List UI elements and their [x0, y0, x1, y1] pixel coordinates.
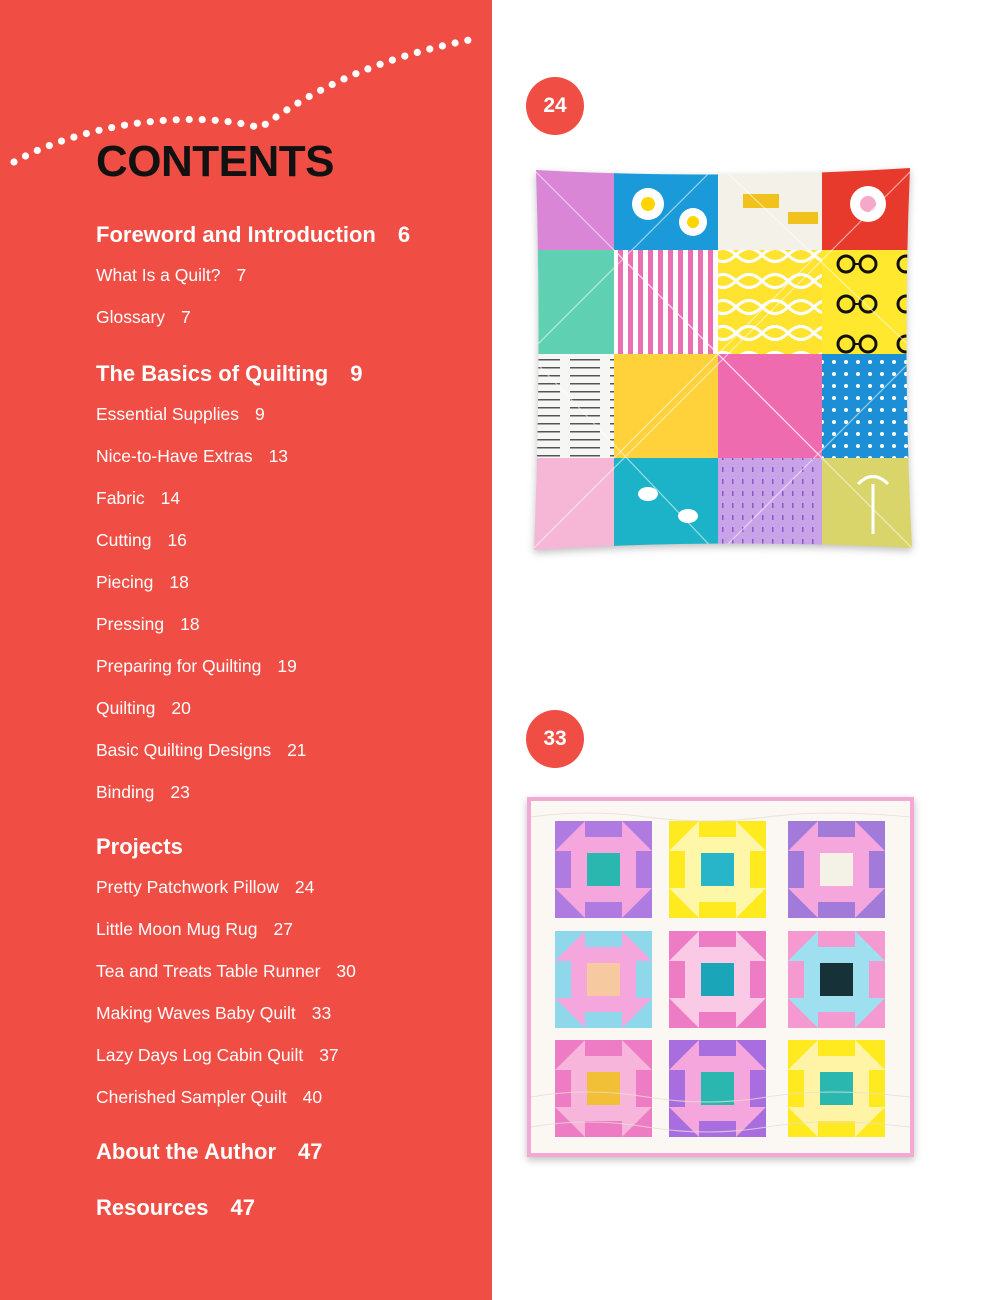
dot: [83, 130, 90, 137]
toc-item-label: Piecing: [96, 572, 154, 592]
quilt-block: [788, 821, 885, 918]
toc-item-page: 9: [255, 404, 265, 424]
toc-item[interactable]: [96, 877, 314, 898]
toc-item-label: Cutting: [96, 530, 152, 550]
toc-item-label: Cherished Sampler Quilt: [96, 1087, 287, 1107]
toc-item-page: 23: [170, 782, 190, 802]
toc-item-page: 30: [336, 961, 356, 981]
toc-item[interactable]: [96, 404, 265, 425]
toc-section-page: 47: [230, 1195, 255, 1220]
toc-item-page: 20: [171, 698, 191, 718]
toc-item-label: Pressing: [96, 614, 165, 634]
dot: [58, 138, 65, 145]
toc-item-label: Essential Supplies: [96, 404, 239, 424]
toc-item[interactable]: [96, 740, 307, 761]
toc-section[interactable]: [96, 1195, 255, 1221]
page-badge-pillow: 24: [526, 77, 584, 135]
toc-item-label: Making Waves Baby Quilt: [96, 1003, 296, 1023]
baby-quilt-photo: [527, 797, 914, 1157]
page-title: CONTENTS: [96, 137, 334, 186]
toc-item-page: 24: [294, 877, 315, 897]
quilt-block: [555, 931, 652, 1028]
page-badge-quilt: 33: [526, 710, 584, 768]
toc-item-page: 14: [160, 488, 181, 508]
dot: [34, 147, 41, 154]
toc-item-label: Basic Quilting Designs: [96, 740, 272, 760]
toc-section-label: Projects: [96, 834, 183, 859]
toc-section-page: 6: [397, 222, 411, 247]
toc-item[interactable]: [96, 265, 246, 286]
table-of-contents: [96, 0, 486, 1300]
toc-section[interactable]: [96, 834, 183, 860]
toc-item[interactable]: [96, 488, 180, 509]
quilt-block: [669, 931, 766, 1028]
toc-item[interactable]: [96, 307, 191, 328]
toc-item-label: Binding: [96, 782, 155, 802]
toc-section-page: 47: [298, 1139, 323, 1164]
toc-item-label: Pretty Patchwork Pillow: [96, 877, 279, 897]
toc-item-page: 19: [277, 656, 297, 676]
toc-item-label: Tea and Treats Table Runner: [96, 961, 321, 981]
toc-item-page: 13: [268, 446, 289, 466]
toc-item[interactable]: [96, 961, 356, 982]
toc-item-page: 7: [236, 265, 247, 285]
toc-item[interactable]: [96, 572, 189, 593]
toc-item-label: Lazy Days Log Cabin Quilt: [96, 1045, 304, 1065]
toc-item-page: 18: [180, 614, 200, 634]
dot: [46, 142, 53, 149]
quilt-block: [788, 931, 885, 1028]
toc-item-page: 16: [167, 530, 187, 550]
toc-item-label: Preparing for Quilting: [96, 656, 262, 676]
toc-item-page: 21: [287, 740, 307, 760]
toc-section-label: Resources: [96, 1195, 209, 1220]
quilt-block: [669, 821, 766, 918]
toc-section-page: 9: [350, 361, 363, 386]
toc-item[interactable]: [96, 446, 288, 467]
toc-item-page: 33: [311, 1003, 332, 1023]
toc-item-page: 18: [169, 572, 189, 592]
toc-item-page: 7: [181, 307, 191, 327]
toc-item-label: Quilting: [96, 698, 156, 718]
toc-item[interactable]: [96, 1087, 322, 1108]
dot: [70, 134, 77, 141]
toc-item[interactable]: [96, 698, 191, 719]
toc-section-label: Foreword and Introduction: [96, 222, 376, 247]
toc-item-label: Little Moon Mug Rug: [96, 919, 258, 939]
toc-section[interactable]: [96, 361, 363, 387]
dot: [22, 152, 29, 159]
toc-item-page: 27: [273, 919, 293, 939]
toc-item-page: 37: [319, 1045, 339, 1065]
toc-section-label: The Basics of Quilting: [96, 361, 329, 386]
toc-item[interactable]: [96, 614, 200, 635]
toc-item[interactable]: [96, 1003, 331, 1024]
toc-item-page: 40: [302, 1087, 323, 1107]
toc-section[interactable]: [96, 1139, 323, 1165]
toc-item[interactable]: [96, 1045, 339, 1066]
toc-section[interactable]: [96, 222, 410, 248]
toc-item[interactable]: [96, 919, 293, 940]
toc-section-label: About the Author: [96, 1139, 277, 1164]
quilt-block: [555, 821, 652, 918]
toc-item-label: Glossary: [96, 307, 166, 327]
dot: [10, 158, 17, 165]
toc-item[interactable]: [96, 782, 190, 803]
contents-panel: [0, 0, 492, 1300]
toc-item-label: Nice-to-Have Extras: [96, 446, 253, 466]
toc-item[interactable]: [96, 530, 187, 551]
toc-item-label: What Is a Quilt?: [96, 265, 221, 285]
quilt-block: [669, 1040, 766, 1137]
toc-item-label: Fabric: [96, 488, 145, 508]
pillow-photo: [528, 164, 918, 554]
toc-item[interactable]: [96, 656, 297, 677]
